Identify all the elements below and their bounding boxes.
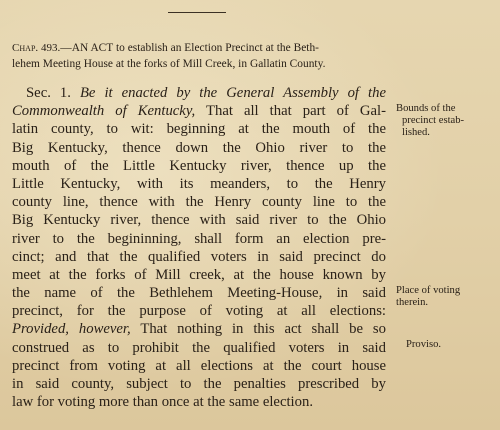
margin-note-proviso: Proviso. (406, 339, 442, 350)
margin-note-bounds-line-1: Bounds of the (396, 103, 456, 114)
heading-line-2: lehem Meeting House at the forks of Mill Creek, in Gallatin County. (12, 58, 326, 70)
body-line-13: precinct, for the purpose of voting at all elections: (12, 303, 386, 320)
margin-note-bounds-line-3: lished. (402, 127, 430, 139)
body-line-7: county line, thence with the Henry county line to the (12, 194, 386, 211)
body-line-16: precinct from voting at all elections at the court house (12, 357, 386, 374)
margin-note-bounds (396, 103, 496, 140)
top-rule-divider (168, 12, 226, 13)
body-line-10: cinct; and that the qualified voters in said precinct do (12, 248, 386, 265)
proviso-word: Provided, however, (12, 321, 131, 338)
body-line-6: Little Kentucky, with its meanders, to the Henry (12, 175, 386, 192)
body-line-2-tail: That all that part of Gal- (206, 103, 386, 120)
body-line-18: law for voting more than once at the same election. (12, 394, 313, 411)
body-line-5: mouth of the Little Kentucky river, thence up the (12, 157, 386, 174)
body-line-15: construed as to prohibit the qualified voters in said (12, 339, 386, 356)
body-line-9: river to the begininning, shall form an election pre- (12, 230, 386, 247)
body-line-14 (12, 320, 386, 338)
margin-note-place-line-2: therein. (396, 297, 429, 309)
body-line-2 (12, 102, 386, 120)
body-line-12: the name of the Bethlehem Meeting-House, in said (12, 285, 386, 302)
margin-note-bounds-line-2: precinct estab- (402, 115, 465, 127)
enacting-clause-1: Be it enacted by the General Assembly of the (79, 85, 386, 101)
heading-title-part-1: —AN ACT to establish an Election Precinct at the Beth- (60, 42, 319, 54)
body-line-14-tail: That nothing in this act shall be so (140, 321, 386, 338)
body-line-3: latin county, to wit: beginning at the mouth of the (12, 121, 386, 138)
body-line-8: Big Kentucky river, thence with said river to the Ohio (12, 212, 386, 229)
section-body (12, 84, 386, 411)
body-line-17: in said county, subject to the penalties prescribed by (12, 376, 386, 392)
body-line-11: meet at the forks of Mill creek, at the house known by (12, 266, 386, 283)
act-heading (12, 40, 384, 72)
body-line-4: Big Kentucky, thence down the Ohio river to the (12, 139, 386, 156)
section-label: Sec. 1. (26, 85, 71, 101)
margin-note-place (396, 285, 496, 309)
body-line-1 (12, 84, 386, 102)
margin-note-place-line-1: Place of voting (396, 285, 461, 296)
chapter-number: Chap. 493. (12, 42, 61, 54)
enacting-clause-2: Commonwealth of Kentucky, (12, 103, 196, 120)
heading-line-1 (12, 40, 384, 56)
